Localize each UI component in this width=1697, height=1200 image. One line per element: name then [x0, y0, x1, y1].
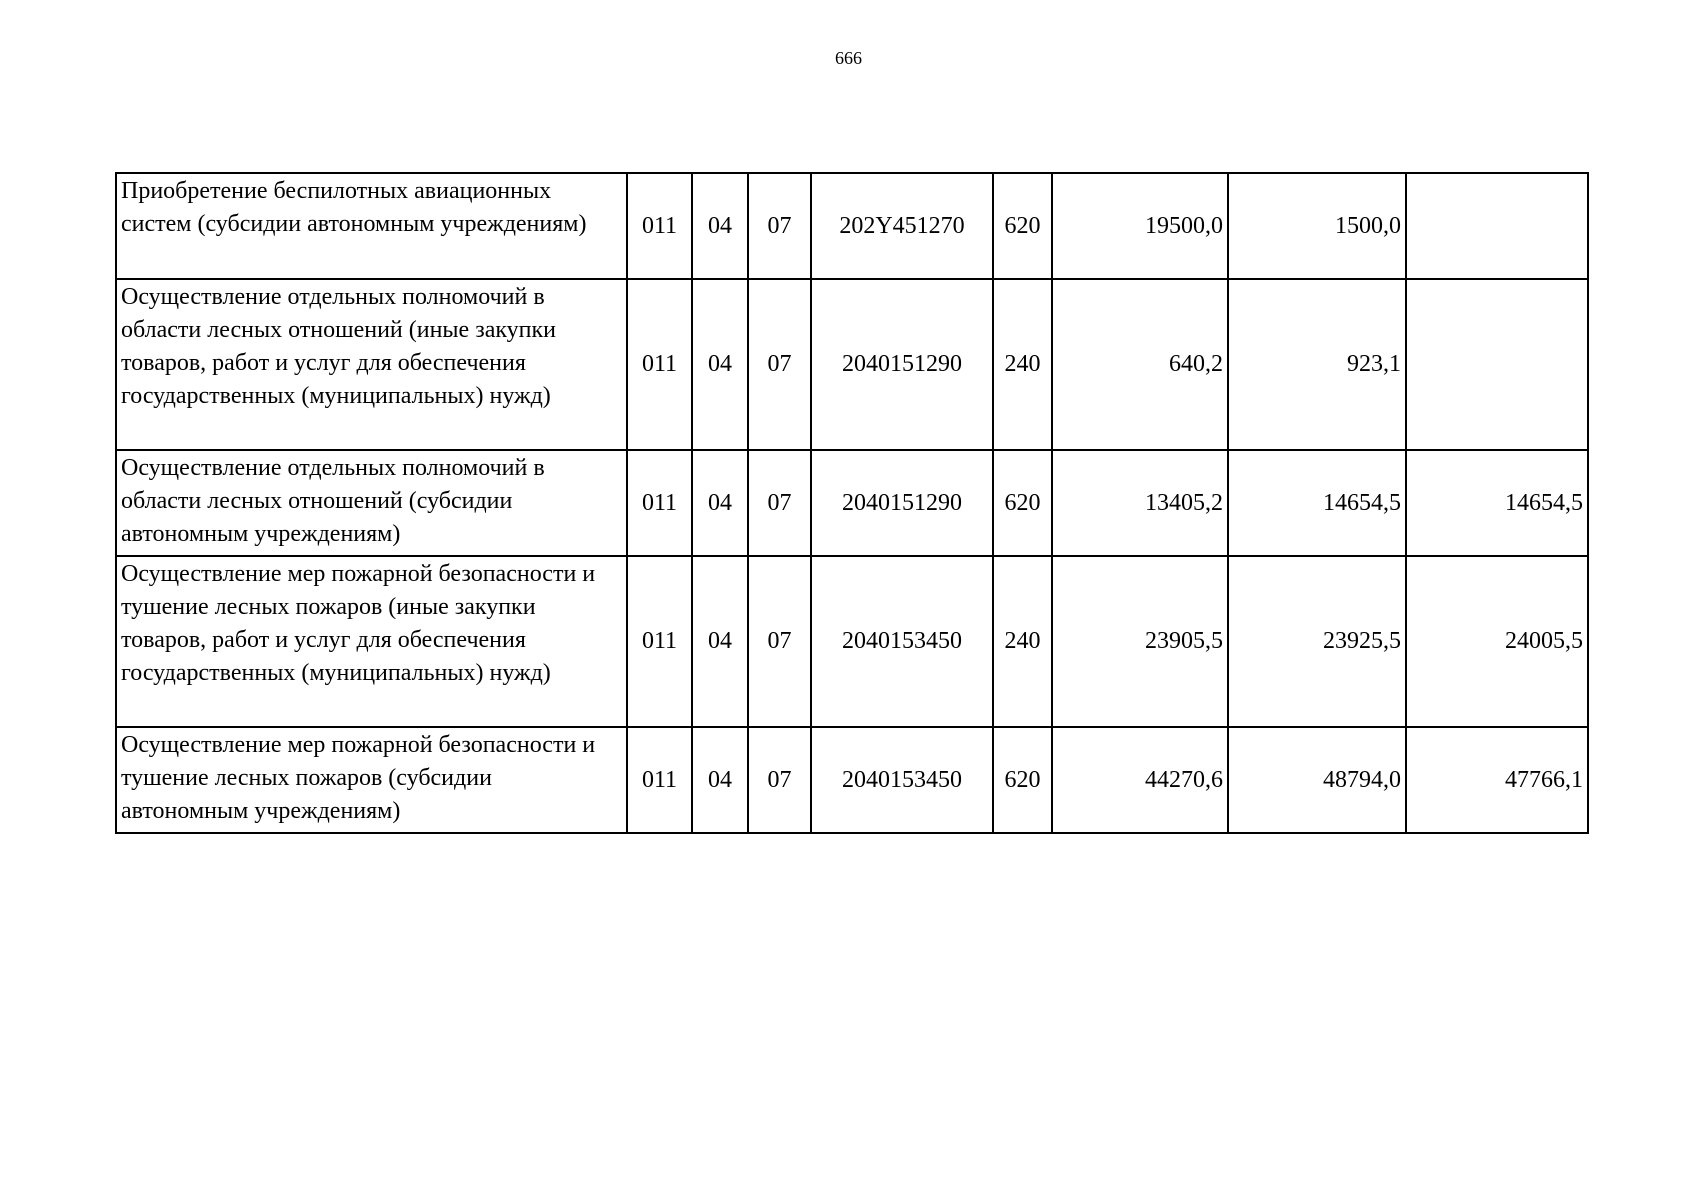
page-number: 666	[835, 48, 862, 68]
ministry-code: 011	[627, 556, 692, 727]
amount-3: 14654,5	[1406, 450, 1588, 556]
amount-3: 24005,5	[1406, 556, 1588, 727]
table-row	[116, 173, 1588, 279]
section-code: 04	[692, 279, 748, 450]
amount-1: 44270,6	[1052, 727, 1228, 833]
subsection-code: 07	[748, 727, 811, 833]
target-article-code: 2040153450	[811, 556, 993, 727]
section-code: 04	[692, 727, 748, 833]
subsection-code: 07	[748, 450, 811, 556]
table-row	[116, 556, 1588, 727]
amount-3: 47766,1	[1406, 727, 1588, 833]
ministry-code: 011	[627, 173, 692, 279]
subsection-code: 07	[748, 173, 811, 279]
table-row	[116, 279, 1588, 450]
expense-type-code: 240	[993, 279, 1052, 450]
amount-2: 923,1	[1228, 279, 1406, 450]
row-description: Осуществление отдельных полномочий в области лесных отношений (субсидии автономным учреждениям)	[116, 450, 627, 556]
target-article-code: 2040151290	[811, 279, 993, 450]
table-row	[116, 727, 1588, 833]
expense-type-code: 620	[993, 727, 1052, 833]
amount-1: 23905,5	[1052, 556, 1228, 727]
subsection-code: 07	[748, 556, 811, 727]
section-code: 04	[692, 450, 748, 556]
amount-1: 19500,0	[1052, 173, 1228, 279]
amount-1: 13405,2	[1052, 450, 1228, 556]
target-article-code: 202Y451270	[811, 173, 993, 279]
expense-type-code: 620	[993, 173, 1052, 279]
expense-type-code: 240	[993, 556, 1052, 727]
subsection-code: 07	[748, 279, 811, 450]
amount-2: 23925,5	[1228, 556, 1406, 727]
row-description: Осуществление отдельных полномочий в области лесных отношений (иные закупки товаров, работ и услуг для обеспечения государственных (муниципальных) нужд)	[116, 279, 627, 450]
table-row	[116, 450, 1588, 556]
amount-1: 640,2	[1052, 279, 1228, 450]
row-description: Осуществление мер пожарной безопасности и тушение лесных пожаров (субсидии автономным учреждениям)	[116, 727, 627, 833]
row-description: Приобретение беспилотных авиационных систем (субсидии автономным учреждениям)	[116, 173, 627, 279]
ministry-code: 011	[627, 450, 692, 556]
amount-3	[1406, 173, 1588, 279]
expense-type-code: 620	[993, 450, 1052, 556]
budget-table	[115, 172, 1589, 834]
ministry-code: 011	[627, 279, 692, 450]
target-article-code: 2040151290	[811, 450, 993, 556]
amount-3	[1406, 279, 1588, 450]
amount-2: 48794,0	[1228, 727, 1406, 833]
row-description: Осуществление мер пожарной безопасности и тушение лесных пожаров (иные закупки товаров, работ и услуг для обеспечения государственных (муниципальных) нужд)	[116, 556, 627, 727]
amount-2: 14654,5	[1228, 450, 1406, 556]
ministry-code: 011	[627, 727, 692, 833]
section-code: 04	[692, 556, 748, 727]
amount-2: 1500,0	[1228, 173, 1406, 279]
target-article-code: 2040153450	[811, 727, 993, 833]
section-code: 04	[692, 173, 748, 279]
